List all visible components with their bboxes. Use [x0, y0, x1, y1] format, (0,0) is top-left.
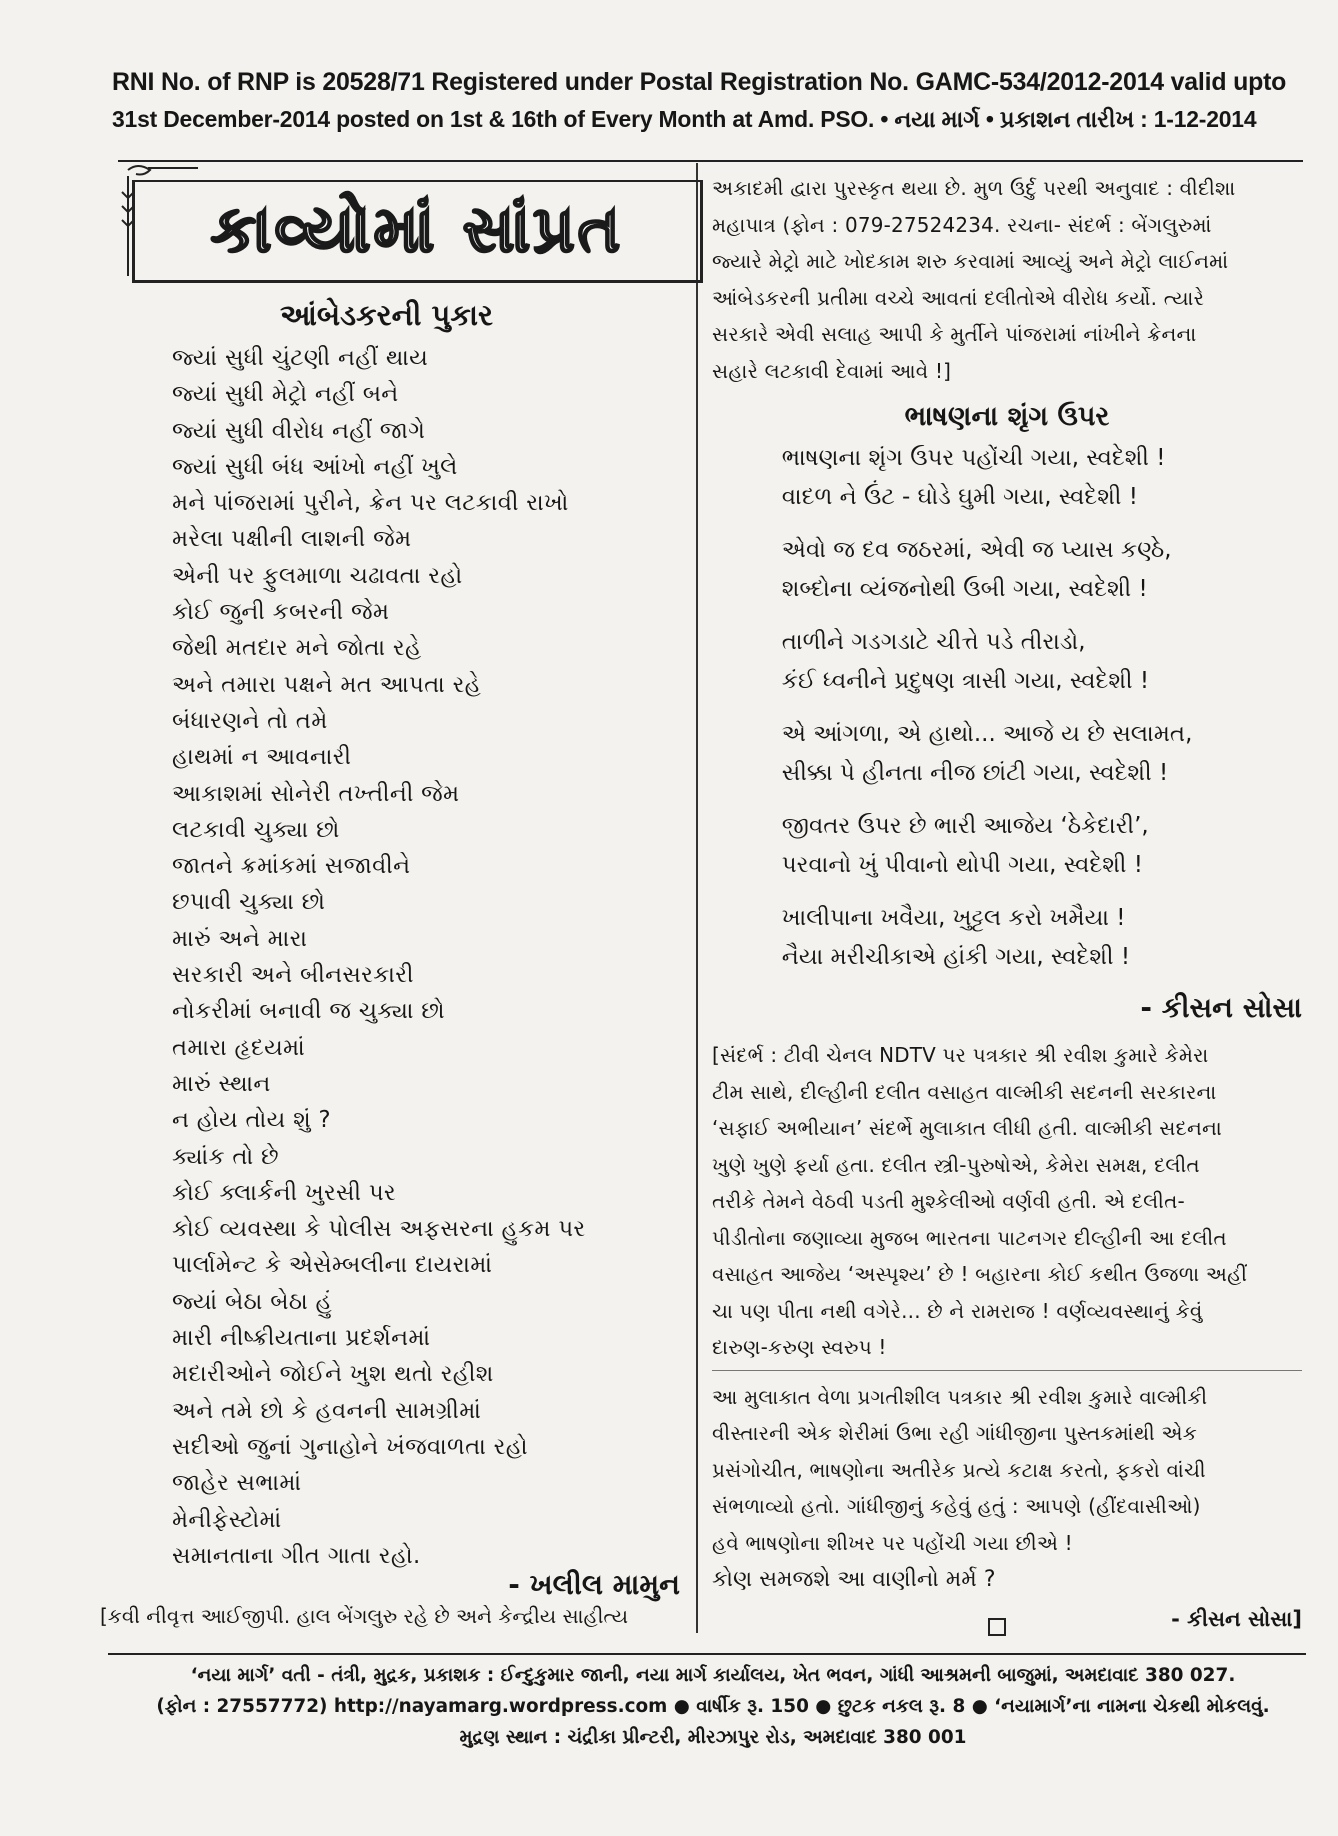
text-line: મહાપાત્ર (ફોન : 079-27524234. રચના- સંદર્ભ : બેંગલુરુમાં [712, 212, 1212, 237]
text-line: સરકારે એવી સલાહ આપી કે મુર્તીને પાંજરામાં નાંખીને ક્રેનના [712, 322, 1197, 346]
poem2-stanza [712, 439, 1302, 517]
poem1-body [172, 340, 692, 1574]
poem2-line: વાદળ ને ઉંટ - ઘોડે ઘુમી ગયા, સ્વદેશી ! [781, 484, 1138, 510]
poem2-line: ભાષણના શૃંગ ઉપર પહોંચી ગયા, સ્વદેશી ! [781, 445, 1166, 471]
text-line: ટીમ સાથે, દીલ્હીની દલીત વસાહત વાલ્મીકી સદનની સરકારના [712, 1079, 1217, 1104]
poem1-line: આકાશમાં સોનેરી તખ્તીની જેમ [172, 780, 460, 807]
footer-line-2: (ફોન : 27557772) http://nayamarg.wordpress.com ● વાર્ષીક રૂ. 150 ● છુટક નકલ રૂ. 8 ● ‘નયામાર્ગ’ના નામના ચેકથી મોકલવું. [156, 1696, 1270, 1717]
text-line: સહારે લટકાવી દેવામાં આવે !] [712, 358, 952, 383]
poem2-line: નૈયા મરીચીકાએ હાંકી ગયા, સ્વદેશી ! [781, 944, 1131, 970]
closing-author: - કીસન સોસા] [1171, 1607, 1302, 1631]
poem2-stanza [712, 899, 1302, 977]
poem1-line: મારું અને મારા [172, 925, 308, 952]
text-line: પ્રસંગોચીત, ભાષણોના અતીરેક પ્રત્યે કટાક્ષ કરતો, ફકરો વાંચી [712, 1457, 1206, 1482]
poem1-line: સમાનતાના ગીત ગાતા રહો. [172, 1542, 421, 1569]
poem1-line: ન હોય તોય શું ? [172, 1107, 331, 1134]
poem1-line: ક્યાંક તો છે [172, 1143, 279, 1170]
poem1-line: સદીઓ જુનાં ગુનાહોને ખંજવાળતા રહો [172, 1433, 528, 1460]
section-title-frame [132, 180, 703, 283]
poem1-author: - ખલીલ મામુન [508, 1568, 680, 1601]
poem1-title: આંબેડકરની પુકાર [280, 298, 493, 332]
text-line: જ્યારે મેટ્રો માટે ખોદકામ શરુ કરવામાં આવ્યું અને મેટ્રો લાઈનમાં [712, 249, 1229, 273]
poem1-line: મેનીફેસ્ટોમાં [172, 1506, 282, 1533]
footer-line-3: મુદ્રણ સ્થાન : ચંદ્રીકા પ્રીન્ટરી, મીરઝાપુર રોડ, અમદાવાદ 380 001 [459, 1727, 967, 1748]
poem2-line: પરવાનો ખું પીવાનો થોપી ગયા, સ્વદેશી ! [781, 852, 1143, 878]
poem1-line: મદારીઓને જોઈને ખુશ થતો રહીશ [172, 1361, 494, 1388]
visit-paragraph [712, 1379, 1302, 1562]
poem1-line: છપાવી ચુક્યા છો [172, 889, 326, 916]
footer-rule [108, 1653, 1306, 1655]
poem2-stanza [712, 531, 1302, 609]
poem1-line: મારી નીષ્ક્રીયતાના પ્રદર્શનમાં [172, 1325, 431, 1352]
end-mark-icon [988, 1618, 1006, 1636]
poem2-stanza [712, 807, 1302, 885]
poem1-line: મને પાંજરામાં પુરીને, ક્રેન પર લટકાવી રાખો [172, 490, 569, 517]
header-line-2: 31st December-2014 posted on 1st & 16th of Every Month at Amd. PSO. • નયા માર્ગ • પ્રકાશન તારીખ : 1-12-2014 [112, 106, 1257, 132]
poem1-line: જ્યાં સુધી ચુંટણી નહીં થાય [172, 345, 429, 371]
text-line: [સંદર્ભ : ટીવી ચેનલ NDTV પર પત્રકાર શ્રી રવીશ કુમારે કેમેરા [712, 1043, 1209, 1067]
poem2-line: તાળીને ગડગડાટે ચીત્તે પડે તીરાડો, [781, 629, 1086, 655]
poem1-line: જ્યાં સુધી વીરોધ નહીં જાગે [172, 417, 426, 444]
poem1-line: પાર્લામેન્ટ કે એસેમ્બલીના દાયરામાં [172, 1252, 493, 1279]
poem1-line: જ્યાં બેઠા બેઠા હું [172, 1288, 332, 1315]
poem1-line: જાતને ક્રમાંકમાં સજાવીને [172, 853, 411, 880]
publisher-footer [118, 1660, 1308, 1753]
text-line: પીડીતોના જણાવ્યા મુજબ ભારતના પાટનગર દીલ્હીની આ દલીત [712, 1225, 1227, 1250]
poem2-stanza [712, 623, 1302, 701]
poem1-line: જ્યાં સુધી મેટ્રો નહીં બને [172, 381, 399, 408]
text-line: આ મુલાકાત વેળા પ્રગતીશીલ પત્રકાર શ્રી રવીશ કુમારે વાલ્મીકી [712, 1384, 1208, 1409]
reference-paragraph [712, 1037, 1302, 1366]
poem1-line: અને તમારા પક્ષને મત આપતા રહે [172, 671, 482, 698]
poem2-line: એવો જ દવ જઠરમાં, એવી જ પ્યાસ કણ્ઠે, [781, 537, 1172, 563]
poem1-line: અને તમે છો કે હવનની સામગ્રીમાં [172, 1397, 482, 1424]
poem1-line: મરેલા પક્ષીની લાશની જેમ [172, 526, 412, 553]
poem2-title: ભાષણના શૃંગ ઉપર [904, 401, 1110, 432]
text-line: ‘સફાઈ અભીયાન’ સંદર્ભે મુલાકાત લીધી હતી. વાલ્મીકી સદનના [712, 1116, 1222, 1140]
footnote-continuation [712, 170, 1302, 389]
poem1-line: બંધારણને તો તમે [172, 707, 328, 734]
text-line: દારુણ-કરુણ સ્વરુપ ! [712, 1335, 887, 1359]
text-line: વીસ્તારની એક શેરીમાં ઉભા રહી ગાંધીજીના પુસ્તકમાંથી એક [712, 1421, 1197, 1445]
section-title: કાવ્યોમાં સાંપ્રત [210, 193, 624, 267]
poem2-line: શબ્દોના વ્યંજનોથી ઉબી ગયા, સ્વદેશી ! [781, 576, 1148, 602]
poem1-line: જેથી મતદાર મને જોતા રહે [172, 635, 422, 662]
header-line-1: RNI No. of RNP is 20528/71 Registered under Postal Registration No. GAMC-534/2012-2014 valid upto [112, 68, 1287, 96]
footer-line-1: ‘નયા માર્ગ’ વતી - તંત્રી, મુદ્રક, પ્રકાશક : ઈન્દુકુમાર જાની, નયા માર્ગ કાર્યાલય, ખેત ભવન, ગાંધી આશ્રમની બાજુમાં, અમદાવાદ 380 027. [190, 1665, 1236, 1686]
poem1-line: જાહેર સભામાં [172, 1470, 302, 1497]
poem1-line: નોકરીમાં બનાવી જ ચુક્યા છો [172, 998, 445, 1025]
poem2-line: કંઈ ધ્વનીને પ્રદુષણ ત્રાસી ગયા, સ્વદેશી ! [781, 668, 1150, 694]
poem1-line: જ્યાં સુધી બંધ આંખો નહીં ખુલે [172, 453, 458, 480]
poem2-body [712, 439, 1302, 977]
poem1-line: તમારા હૃદયમાં [172, 1034, 305, 1061]
poem1-line: સરકારી અને બીનસરકારી [172, 962, 414, 989]
poem1-line: એની પર ફુલમાળા ચઢાવતા રહો [172, 562, 463, 589]
paragraph-divider [712, 1370, 1302, 1371]
text-line: વસાહત આજેય ‘અસ્પૃશ્ય’ છે ! બહારના કોઈ કથીત ઉજળા અહીં [712, 1262, 1248, 1286]
poem1-line: કોઈ જુની કબરની જેમ [172, 599, 390, 626]
text-line: ચા પણ પીતા નથી વગેરે... છે ને રામરાજ ! વર્ણવ્યવસ્થાનું કેવું [712, 1298, 1203, 1323]
poem2-line: સીક્કા પે હીનતા નીજ છાંટી ગયા, સ્વદેશી ! [781, 760, 1169, 786]
poem2-stanza [712, 715, 1302, 793]
poem2-author: - કીસન સોસા [1140, 991, 1302, 1024]
poem1-line: લટકાવી ચુક્યા છો [172, 816, 340, 843]
right-column [712, 170, 1302, 1632]
poem2-line: ખાલીપાના ખવૈયા, ખુટ્ટલ કરો ખમૈયા ! [781, 905, 1126, 931]
poem1-line: મારું સ્થાન [172, 1070, 271, 1097]
text-line: સંભળાવ્યો હતો. ગાંધીજીનું કહેવું હતું : આપણે (હીંદવાસીઓ) [712, 1494, 1201, 1518]
poem1-line: કોઈ ક્લાર્કની ખુરસી પર [172, 1179, 396, 1206]
section-title-block [110, 160, 695, 285]
poem2-line: એ આંગળા, એ હાથો... આજે ય છે સલામત, [781, 721, 1193, 747]
text-line: આંબેડકરની પ્રતીમા વચ્ચે આવતાં દલીતોએ વીરોધ કર્યો. ત્યારે [712, 285, 1205, 310]
postal-registration-header [112, 64, 1312, 138]
poem2-line: જીવતર ઉપર છે ભારી આજેય ‘ઠેકેદારી’, [781, 813, 1149, 839]
poem1-line: કોઈ વ્યવસ્થા કે પોલીસ અફસરના હુકમ પર [172, 1216, 586, 1243]
poem1-line: હાથમાં ન આવનારી [172, 744, 352, 771]
text-line: અકાદમી દ્વારા પુરસ્કૃત થયા છે. મુળ ઉર્દુ પરથી અનુવાદ : વીદીશા [712, 176, 1236, 200]
column-divider [696, 163, 698, 1633]
text-line: ખુણે ખુણે ફર્યા હતા. દલીત સ્ત્રી-પુરુષોએ, કેમેરા સમક્ષ, દલીત [712, 1152, 1200, 1177]
text-line: તરીકે તેમને વેઠવી પડતી મુશ્કેલીઓ વર્ણવી હતી. એ દલીત- [712, 1189, 1185, 1213]
text-line: હવે ભાષણોના શીખર પર પહોંચી ગયા છીએ ! [712, 1530, 1073, 1555]
closing-question: કોણ સમજશે આ વાણીનો મર્મ ? [712, 1567, 996, 1592]
poem1-footnote: [કવી નીવૃત્ત આઈજીપી. હાલ બેંગલુરુ રહે છે અને કેન્દ્રીય સાહીત્ય [100, 1604, 629, 1628]
